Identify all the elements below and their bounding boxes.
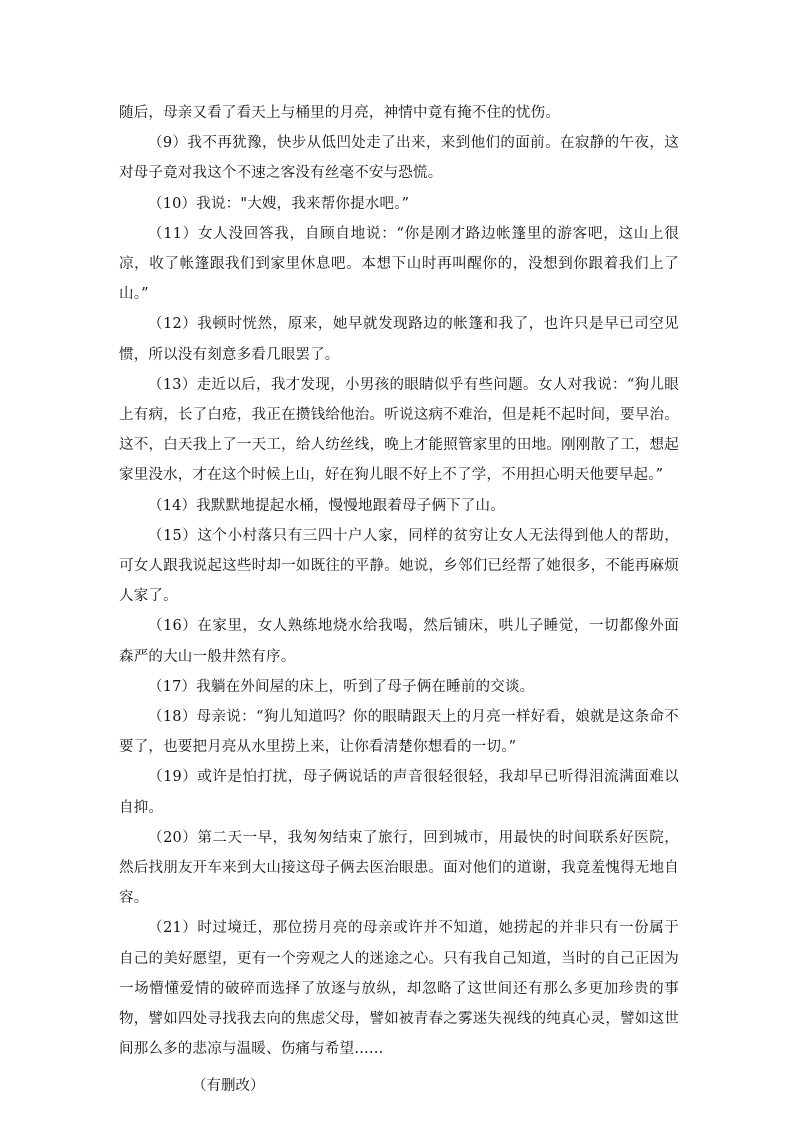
paragraph: （9）我不再犹豫，快步从低凹处走了出来，来到他们的面前。在寂静的午夜，这对母子竟对我这个不速之客没有丝毫不安与恐慌。: [119, 135, 679, 182]
paragraph: （15）这个小村落只有三四十户人家，同样的贫穷让女人无法得到他人的帮助，可女人跟我说起这些时却一如既往的平静。她说，乡邻们已经帮了她很多，不能再麻烦人家了。: [119, 527, 679, 605]
paragraph: （18）母亲说：“狗儿知道吗？你的眼睛跟天上的月亮一样好看，娘就是这条命不要了，也要把月亮从水里捞上来，让你看清楚你想看的一切。”: [119, 709, 679, 756]
edit-note: （有删改）: [192, 1077, 265, 1094]
paragraph: （11）女人没回答我，自顾自地说：“你是刚才路边帐篷里的游客吧，这山上很凉，收了帐篷跟我们到家里休息吧。本想下山时再叫醒你的，没想到你跟着我们上了山。”: [119, 225, 679, 303]
paragraph: （14）我默默地提起水桶，慢慢地跟着母子俩下了山。: [148, 497, 505, 514]
paragraph: （12）我顿时恍然，原来，她早就发现路边的帐篷和我了，也许只是早已司空见惯，所以没有刻意多看几眼罢了。: [119, 316, 679, 363]
document-page: [119, 98, 679, 1101]
paragraph: （19）或许是怕打扰，母子俩说话的声音很轻很轻，我却早已听得泪流满面难以自抑。: [119, 769, 679, 816]
article-body: [119, 98, 679, 1065]
paragraph: （17）我躺在外间屋的床上，听到了母子俩在睡前的交谈。: [148, 678, 535, 695]
paragraph: 随后，母亲又看了看天上与桶里的月亮，神情中竟有掩不住的忧伤。: [119, 105, 560, 121]
paragraph: （21）时过境迁，那位捞月亮的母亲或许并不知道，她捞起的并非只有一份属于自己的美好愿望，更有一个旁观之人的迷途之心。只有我自己知道，当时的自己正因为一场懵懂爱情的破碎而选择了放逐与放纵，却忽略了这世间还有那么多更加珍贵的事物，譬如四处寻找我去向的焦虑父母，譬如被青春之雾迷失视线的纯真心灵，譬如这世间那么多的悲凉与温暖、伤痛与希望……: [119, 920, 679, 1058]
paragraph: （20）第二天一早，我匆匆结束了旅行，回到城市，用最快的时间联系好医院，然后找朋友开车来到大山接这母子俩去医治眼患。面对他们的道谢，我竟羞愧得无地自容。: [119, 829, 679, 907]
paragraph: （10）我说："大嫂，我来帮你提水吧。”: [148, 195, 410, 212]
paragraph: （13）走近以后，我才发现，小男孩的眼睛似乎有些问题。女人对我说：“狗儿眼上有病，长了白疮，我正在攒钱给他治。听说这病不难治，但是耗不起时间，要早治。这不，白天我上了一天工，给人纺丝线，晚上才能照管家里的田地。刚刚散了工，想起家里没水，才在这个时候上山，好在狗儿眼不好上不了学，不用担心明天他要早起。”: [119, 376, 679, 484]
paragraph: （16）在家里，女人熟练地烧水给我喝，然后铺床，哄儿子睡觉，一切都像外面森严的大山一般井然有序。: [119, 618, 679, 665]
